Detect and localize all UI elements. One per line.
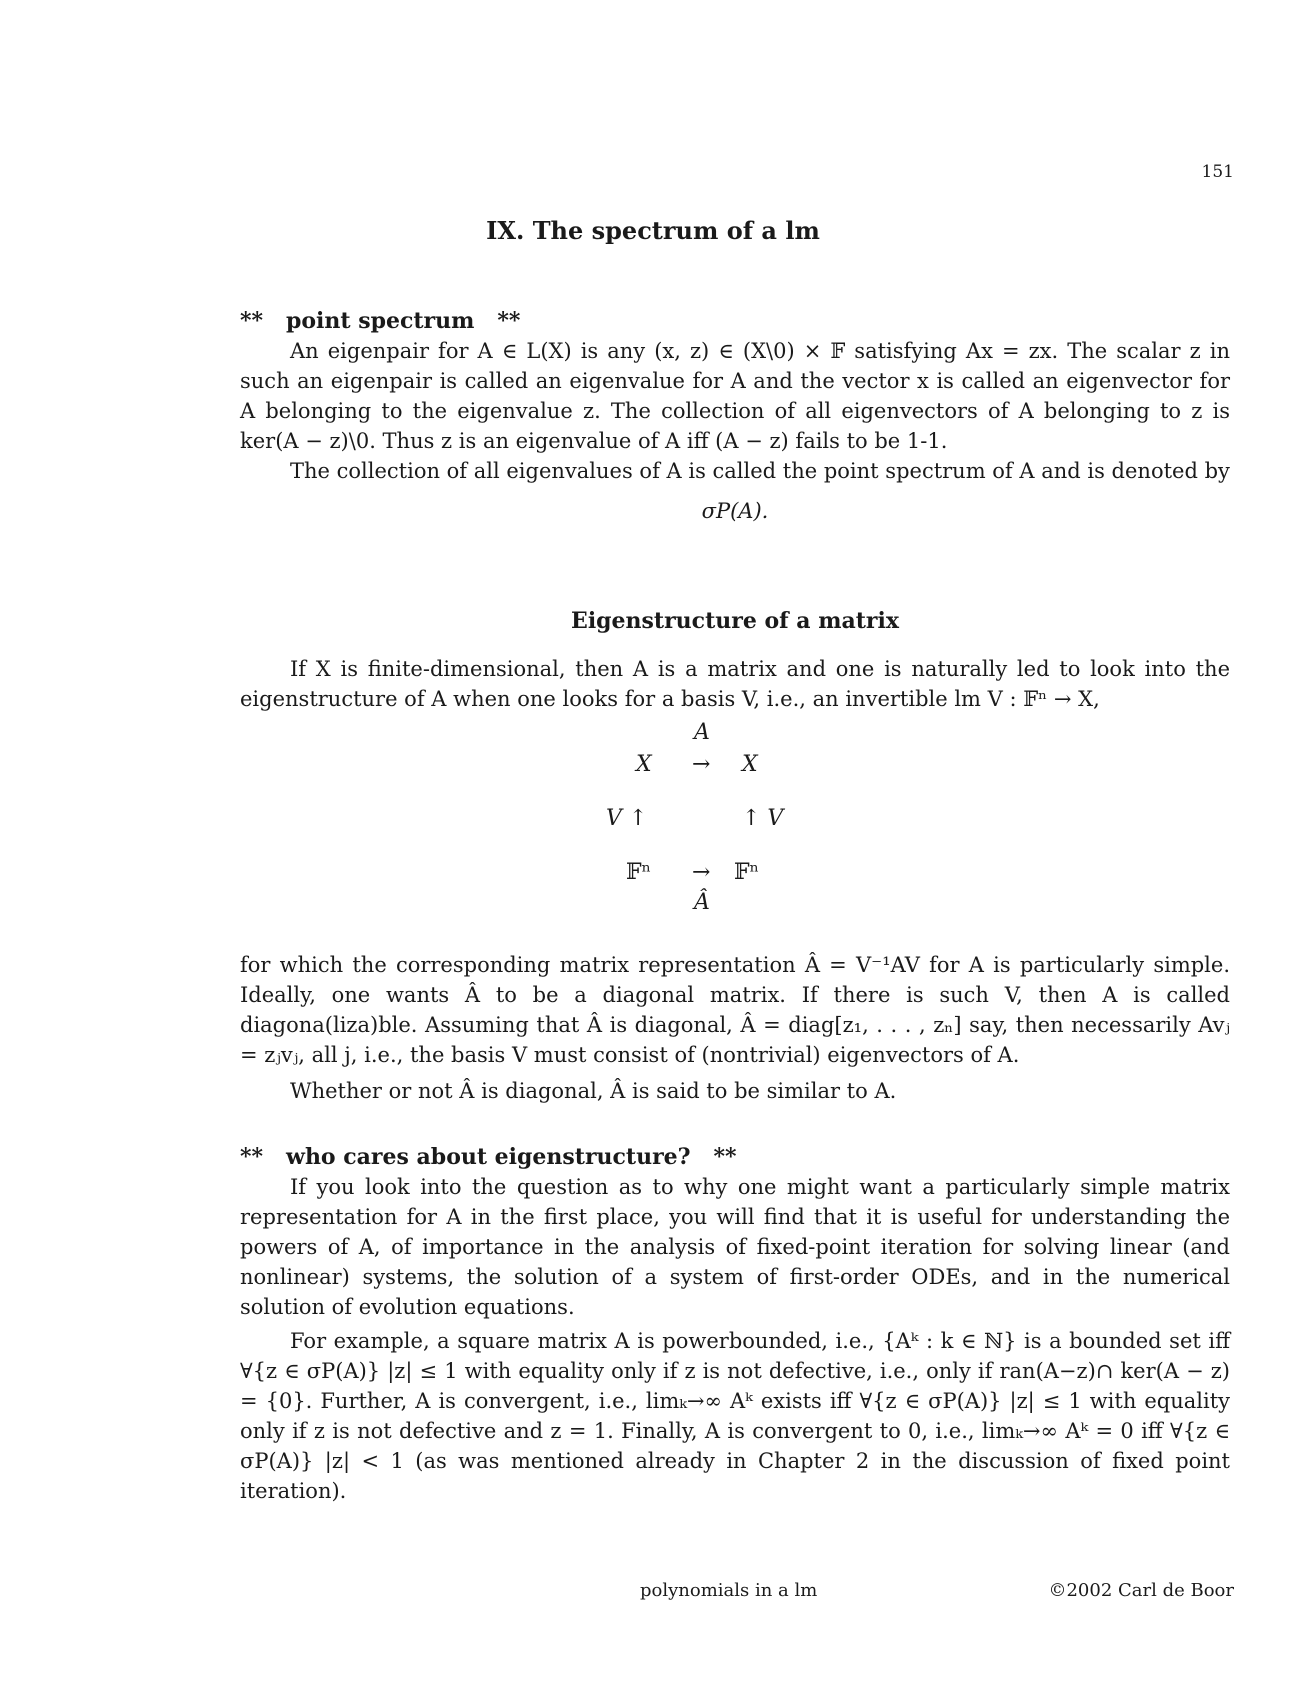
section-who-cares <box>240 1142 1230 1506</box>
paragraph: Whether or not Â is diagonal, Â is said to be similar to A. <box>290 1079 897 1103</box>
diagram-top-label: A <box>694 720 710 745</box>
display-formula: σP(A). <box>701 499 769 523</box>
footer-center: polynomials in a lm <box>640 1580 818 1601</box>
diagram-top-left: X <box>636 752 652 777</box>
diagram-top-right: X <box>742 752 758 777</box>
page-number: 151 <box>1201 162 1234 182</box>
footer-copyright: ©2002 Carl de Boor <box>1048 1580 1234 1601</box>
paragraph: If you look into the question as to why one might want a particularly simple matrix representation for A in the first place, you will find that it is useful for understanding the powers of A, of importance in the analysis of fixed-point iteration for solving linear (and nonlinear) systems, the solution of a system of first-order ODEs, and in the numerical solution of evolution equations. <box>240 1175 1230 1319</box>
diagram-bottom-arrow: → <box>692 860 711 885</box>
section-point-spectrum <box>240 306 1230 526</box>
paragraph: An eigenpair for A ∈ L(X) is any (x, z) ∈ (X\0) × 𝔽 satisfying Ax = zx. The scalar z in such an eigenpair is called an eigenvalue for A and the vector x is called an eigenvector for A belonging to the eigenvalue z. The collection of all eigenvectors of A belonging to z is ker(A − z)\0. Thus z is an eigenvalue of A iff (A − z) fails to be 1-1. <box>240 339 1230 453</box>
paragraph: If X is finite-dimensional, then A is a matrix and one is naturally led to look into the eigenstructure of A when one looks for a basis V, i.e., an invertible lm V : 𝔽ⁿ → X, <box>240 657 1230 711</box>
section-eigenstructure <box>240 606 1230 714</box>
section-heading: ** point spectrum ** <box>240 308 521 334</box>
paragraph: For example, a square matrix A is powerbounded, i.e., {Aᵏ : k ∈ ℕ} is a bounded set iff ∀{z ∈ σP(A)} |z| ≤ 1 with equality only if z is not defective, i.e., only if ran(A−z)∩ ker(A − z) = {0}. Further, A is convergent, i.e., limₖ→∞ Aᵏ exists iff ∀{z ∈ σP(A)} |z| ≤ 1 with equality only if z is not defective and z = 1. Finally, A is convergent to 0, i.e., limₖ→∞ Aᵏ = 0 iff ∀{z ∈ σP(A)} |z| < 1 (as was mentioned already in Chapter 2 in the discussion of fixed point iteration). <box>240 1329 1230 1503</box>
diagram-bottom-right: 𝔽ⁿ <box>734 860 760 885</box>
diagram-bottom-label: Â <box>694 890 710 915</box>
paragraph: for which the corresponding matrix representation Â = V⁻¹AV for A is particularly simple. Ideally, one wants Â to be a diagonal matrix. If there is such V, then A is called diagona(liza)ble. Assuming that Â is diagonal, Â = diag[z₁, . . . , zₙ] say, then necessarily Avⱼ = zⱼvⱼ, all j, i.e., the basis V must consist of (nontrivial) eigenvectors of A. <box>240 953 1230 1067</box>
section-heading: ** who cares about eigenstructure? ** <box>240 1144 737 1170</box>
diagram-right-vertical: ↑ V <box>742 806 784 831</box>
diagram-top-arrow: → <box>692 752 711 777</box>
paragraph: The collection of all eigenvalues of A is called the point spectrum of A and is denoted by <box>290 459 1230 483</box>
section-eigenstructure-continued <box>240 950 1230 1106</box>
chapter-title: IX. The spectrum of a lm <box>486 216 820 245</box>
section-heading-text: point spectrum <box>286 308 475 334</box>
diagram-left-vertical: V ↑ <box>606 806 648 831</box>
section-heading-text: who cares about eigenstructure? <box>286 1144 691 1170</box>
section-heading: Eigenstructure of a matrix <box>571 608 899 634</box>
diagram-bottom-left: 𝔽ⁿ <box>626 860 652 885</box>
